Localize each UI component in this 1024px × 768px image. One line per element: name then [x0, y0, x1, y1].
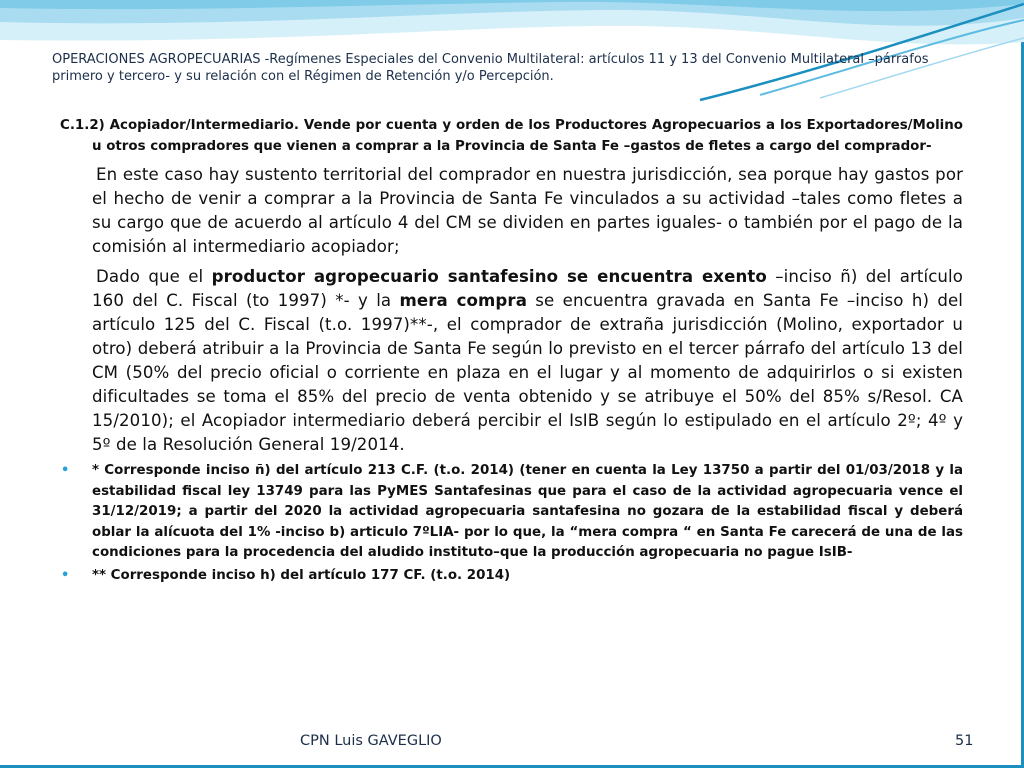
subheading-acopiador: C.1.2) Acopiador/Intermediario. Vende por cuenta y orden de los Productores Agropecuarios a los Exportadores/Molino u otros compradores que vienen a comprar a la Provincia de Santa Fe –gastos de fletes a cargo del comprador-: [60, 118, 963, 154]
footnote-1-text: * Corresponde inciso ñ) del artículo 213 C.F. (t.o. 2014) (tener en cuenta la Ley 13750 a partir del 01/03/2018 y la estabilidad fiscal ley 13749 para las PyMES Santafesinas que para el caso de la actividad agropecuaria vence el 31/12/2019; a partir del 2020 la actividad agropecuaria santafesina no gozara de la estabilidad fiscal y deberá oblar la alícuota del 1% -inciso b) articulo 7ºLIA- por lo que, la “mera compra “ en Santa Fe carecerá de una de las condiciones para la procedencia del aludido instituto–que la producción agropecuaria no pague IsIB-: [92, 463, 963, 560]
paragraph-sustento-territorial: [60, 163, 963, 259]
paragraph-2-bold-productor: productor agropecuario santafesino se encuentra exento: [211, 267, 767, 286]
paragraph-2-part1: Dado que el: [96, 267, 212, 286]
slide-content: [60, 116, 963, 588]
slide-title: OPERACIONES AGROPECUARIAS -Regímenes Especiales del Convenio Multilateral: artículos 11 y 13 del Convenio Multilateral –párrafos primero y tercero- y su relación con el Régimen de Retención y/o Percepción.: [52, 52, 929, 84]
paragraph-2-part3: se encuentra gravada en Santa Fe –inciso h) del artículo 125 del C. Fiscal (t.o. 1997)**-, el comprador de extraña jurisdicción (Molino, exportador u otro) deberá atribuir a la Provincia de Santa Fe según lo previsto en el tercer párrafo del artículo 13 del CM (50% del precio oficial o corriente en plaza en el lugar y al momento de adquirirlos o si existen dificultades se toma el 85% del precio de venta obtenido y se atribuye el 50% del 85% s/Resol. CA 15/2010); el Acopiador intermediario deberá percibir el IsIB según lo estipulado en el artículo 2º; 4º y 5º de la Resolución General 19/2014.: [92, 291, 963, 454]
paragraph-productor-exento: [60, 265, 963, 457]
footnote-item: [60, 566, 963, 587]
footnote-list: [60, 461, 963, 586]
paragraph-1-text: En este caso hay sustento territorial del comprador en nuestra jurisdicción, sea porque hay gastos por el hecho de venir a comprar a la Provincia de Santa Fe vinculados a su actividad –tales como fletes a su cargo que de acuerdo al artículo 4 del CM se dividen en partes iguales- o también por el pago de la comisión al intermediario acopiador;: [92, 165, 963, 256]
paragraph-2-bold-mera-compra: mera compra: [399, 291, 527, 310]
footnote-2-text: ** Corresponde inciso h) del artículo 177 CF. (t.o. 2014): [92, 567, 511, 583]
bullet-dot-icon: •: [61, 463, 70, 478]
footer-author: CPN Luis GAVEGLIO: [300, 733, 442, 749]
footer-page-number: 51: [955, 733, 974, 749]
paragraph-2-part2: –inciso ñ) del artículo 160 del C. Fiscal (to 1997) *- y la: [92, 267, 964, 310]
footnote-item: [60, 461, 963, 564]
bullet-dot-icon: •: [61, 567, 70, 583]
